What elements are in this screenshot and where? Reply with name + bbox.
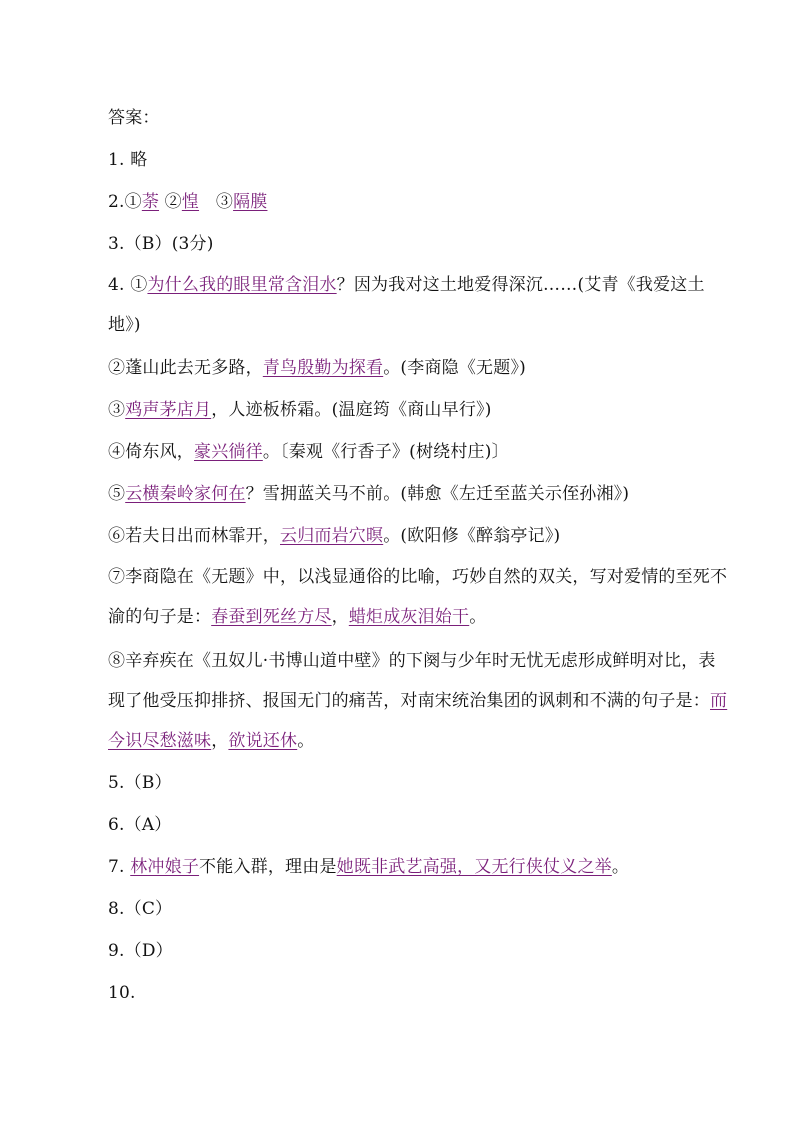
answer-2-c: 隔膜 xyxy=(233,192,268,212)
answer-7-mid: 不能入群，理由是 xyxy=(199,857,337,877)
answer-1: 1. 略 xyxy=(108,150,148,170)
answer-4-6-pre: ⑥若夫日出而林霏开， xyxy=(108,526,280,546)
answer-7-answer-1: 林冲娘子 xyxy=(130,857,200,877)
answer-4-4-pre: ④倚东风， xyxy=(108,442,194,462)
answer-4-7-text: ⑦李商隐在《无题》中，以浅显通俗的比喻，巧妙自然的双关，写对爱情的至死不渝的句子是： xyxy=(108,567,728,627)
answer-4-7 xyxy=(108,557,730,637)
answer-2 xyxy=(108,192,728,212)
answer-4-1-rest: ？因为我对这土地爱得深沉……(艾青《我爱这土地》) xyxy=(108,275,705,335)
answer-7-end: 。 xyxy=(611,857,630,877)
answer-8: 8.（C） xyxy=(108,899,173,919)
answer-4-8-sep: ， xyxy=(211,731,229,751)
answer-4-7-answer-1: 春蚕到死丝方尽 xyxy=(211,607,332,627)
answer-4-7-end: 。 xyxy=(469,607,487,627)
answer-10: 10. xyxy=(108,983,136,1003)
answer-4-5-answer: 云横秦岭家何在 xyxy=(125,484,246,504)
answer-4-2 xyxy=(108,358,728,378)
answer-4-5 xyxy=(108,484,728,504)
answer-7-number: 7. xyxy=(108,857,131,877)
answer-4-5-pre: ⑤ xyxy=(108,484,126,504)
answer-4-8-text: ⑧辛弃疾在《丑奴儿·书博山道中壁》的下阕与少年时无忧无虑形成鲜明对比，表现了他受压抑排挤、报国无门的痛苦，对南宋统治集团的讽刺和不满的句子是： xyxy=(108,651,716,711)
answer-4-3-rest: ，人迹板桥霜。(温庭筠《商山早行》) xyxy=(211,400,492,420)
answer-4-3-answer: 鸡声茅店月 xyxy=(125,400,212,420)
answer-4-7-sep: ， xyxy=(331,607,349,627)
answer-4-6-answer: 云归而岩穴暝 xyxy=(280,526,384,546)
answer-4-2-rest: 。(李商隐《无题》) xyxy=(383,358,526,378)
answer-4-5-rest: ？雪拥蓝关马不前。(韩愈《左迁至蓝关示侄孙湘》) xyxy=(245,484,630,504)
answer-4-3-pre: ③ xyxy=(108,400,126,420)
answer-2-number: 2. xyxy=(108,192,125,212)
answer-4-7-answer-2: 蜡炬成灰泪始干 xyxy=(348,607,470,627)
answer-4-8-end: 。 xyxy=(297,731,315,751)
answer-4-8-answer-2: 欲说还休 xyxy=(228,731,298,751)
answer-4-4 xyxy=(108,442,728,462)
answer-2-mark-c: ③ xyxy=(215,192,234,212)
answer-4-1-answer: 为什么我的眼里常含泪水 xyxy=(147,275,337,295)
answer-5: 5.（B） xyxy=(108,773,172,793)
answer-4-4-answer: 豪兴徜徉 xyxy=(194,442,263,462)
answer-3: 3.（B）(3分) xyxy=(108,234,214,254)
answer-4-2-pre: ②蓬山此去无多路， xyxy=(108,358,263,378)
answer-heading: 答案： xyxy=(108,108,160,128)
answer-4-2-answer: 青鸟殷勤为探看 xyxy=(262,358,384,378)
answer-4-8 xyxy=(108,641,730,761)
answer-4-4-rest: 。〔秦观《行香子》(树绕村庄)〕 xyxy=(262,442,509,462)
answer-4-3 xyxy=(108,400,728,420)
answer-6: 6.（A） xyxy=(108,815,172,835)
answer-2-b: 惶 xyxy=(181,192,200,212)
answer-4-6 xyxy=(108,526,728,546)
answer-4-6-rest: 。(欧阳修《醉翁亭记》) xyxy=(383,526,561,546)
answer-2-mark-b: ② xyxy=(164,192,182,212)
answer-4-8-answer-1: 而今识尽愁滋味 xyxy=(108,691,728,751)
answer-4-prefix: 4. ① xyxy=(108,275,148,295)
answer-7 xyxy=(108,857,728,877)
answer-7-answer-2: 她既非武艺高强，又无行侠仗义之举 xyxy=(336,857,612,877)
answer-4-1 xyxy=(108,265,730,345)
answer-2-a: 荼 xyxy=(141,192,160,212)
answer-2-mark-a: ① xyxy=(124,192,142,212)
answer-9: 9.（D） xyxy=(108,941,173,961)
